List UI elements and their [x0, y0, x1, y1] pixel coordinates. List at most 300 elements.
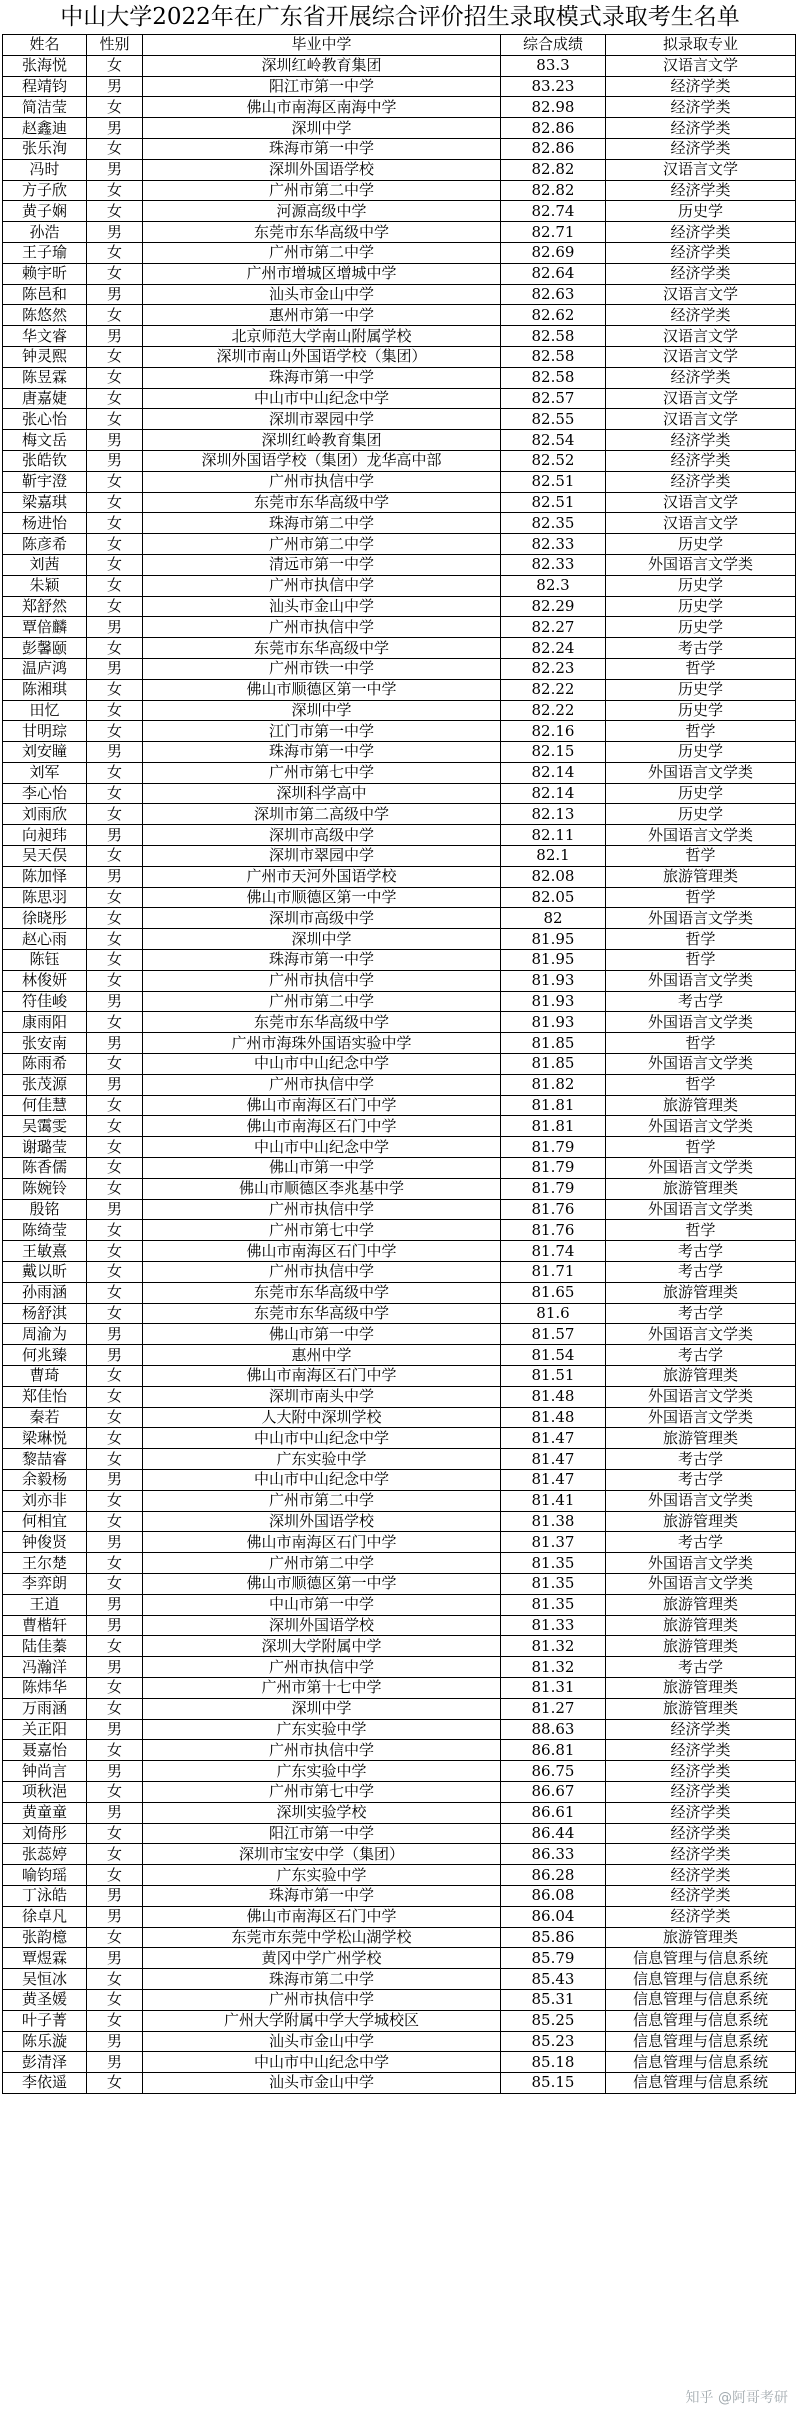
- school-cell: 广州市第二中学: [143, 991, 501, 1012]
- gender-cell: 女: [87, 1116, 143, 1137]
- score-cell: 82.58: [501, 367, 606, 388]
- score-cell: 81.27: [501, 1698, 606, 1719]
- gender-cell: 女: [87, 1262, 143, 1283]
- name-cell: 刘安瞳: [3, 742, 87, 763]
- gender-cell: 女: [87, 1823, 143, 1844]
- table-row: [3, 1220, 796, 1241]
- name-cell: 李心怡: [3, 783, 87, 804]
- score-cell: 82.35: [501, 513, 606, 534]
- table-row: [3, 450, 796, 471]
- school-cell: 广东实验中学: [143, 1719, 501, 1740]
- gender-cell: 女: [87, 804, 143, 825]
- name-cell: 丁泳皓: [3, 1885, 87, 1906]
- major-cell: 经济学类: [606, 97, 796, 118]
- score-cell: 86.61: [501, 1802, 606, 1823]
- major-cell: 外国语言文学类: [606, 1553, 796, 1574]
- table-row: [3, 950, 796, 971]
- name-cell: 谢璐莹: [3, 1137, 87, 1158]
- name-cell: 陈雨希: [3, 1054, 87, 1075]
- gender-cell: 男: [87, 2052, 143, 2073]
- table-row: [3, 1532, 796, 1553]
- school-cell: 中山市第一中学: [143, 1594, 501, 1615]
- name-cell: 方子欣: [3, 180, 87, 201]
- table-row: [3, 1303, 796, 1324]
- table-row: [3, 513, 796, 534]
- score-cell: 82.57: [501, 388, 606, 409]
- score-cell: 82.58: [501, 346, 606, 367]
- school-cell: 广州市执信中学: [143, 1074, 501, 1095]
- school-cell: 汕头市金山中学: [143, 2073, 501, 2094]
- major-cell: 经济学类: [606, 305, 796, 326]
- score-cell: 86.75: [501, 1761, 606, 1782]
- score-cell: 82.62: [501, 305, 606, 326]
- name-cell: 余毅杨: [3, 1469, 87, 1490]
- gender-cell: 男: [87, 658, 143, 679]
- name-cell: 黎喆睿: [3, 1449, 87, 1470]
- major-cell: 外国语言文学类: [606, 1012, 796, 1033]
- header-major: 拟录取专业: [606, 35, 796, 56]
- table-row: [3, 1262, 796, 1283]
- score-cell: 82.54: [501, 430, 606, 451]
- major-cell: 外国语言文学类: [606, 1116, 796, 1137]
- name-cell: 何相宜: [3, 1511, 87, 1532]
- major-cell: 哲学: [606, 929, 796, 950]
- name-cell: 刘倚彤: [3, 1823, 87, 1844]
- gender-cell: 男: [87, 2031, 143, 2052]
- name-cell: 朱颖: [3, 575, 87, 596]
- major-cell: 考古学: [606, 1303, 796, 1324]
- name-cell: 陈湘琪: [3, 679, 87, 700]
- table-row: [3, 1469, 796, 1490]
- major-cell: 旅游管理类: [606, 866, 796, 887]
- gender-cell: 男: [87, 1532, 143, 1553]
- score-cell: 82.1: [501, 846, 606, 867]
- major-cell: 经济学类: [606, 242, 796, 263]
- name-cell: 孙雨涵: [3, 1282, 87, 1303]
- table-row: [3, 1802, 796, 1823]
- score-cell: 82.55: [501, 409, 606, 430]
- score-cell: 86.04: [501, 1906, 606, 1927]
- school-cell: 佛山市顺德区第一中学: [143, 887, 501, 908]
- table-row: [3, 1677, 796, 1698]
- school-cell: 广州市执信中学: [143, 575, 501, 596]
- school-cell: 深圳大学附属中学: [143, 1636, 501, 1657]
- score-cell: 82.13: [501, 804, 606, 825]
- score-cell: 82.51: [501, 471, 606, 492]
- school-cell: 佛山市南海区石门中学: [143, 1906, 501, 1927]
- name-cell: 冯时: [3, 159, 87, 180]
- gender-cell: 女: [87, 929, 143, 950]
- score-cell: 81.48: [501, 1407, 606, 1428]
- score-cell: 81.35: [501, 1573, 606, 1594]
- table-row: [3, 1553, 796, 1574]
- gender-cell: 男: [87, 1324, 143, 1345]
- major-cell: 哲学: [606, 1033, 796, 1054]
- school-cell: 广州市第七中学: [143, 1220, 501, 1241]
- table-row: [3, 180, 796, 201]
- table-row: [3, 492, 796, 513]
- name-cell: 陈乐漩: [3, 2031, 87, 2052]
- gender-cell: 女: [87, 1220, 143, 1241]
- gender-cell: 女: [87, 242, 143, 263]
- major-cell: 旅游管理类: [606, 1636, 796, 1657]
- school-cell: 佛山市顺德区第一中学: [143, 679, 501, 700]
- table-row: [3, 742, 796, 763]
- table-row: [3, 430, 796, 451]
- name-cell: 陆佳蓁: [3, 1636, 87, 1657]
- gender-cell: 男: [87, 1885, 143, 1906]
- school-cell: 佛山市南海区石门中学: [143, 1532, 501, 1553]
- gender-cell: 女: [87, 409, 143, 430]
- school-cell: 中山市中山纪念中学: [143, 1137, 501, 1158]
- school-cell: 江门市第一中学: [143, 721, 501, 742]
- name-cell: 康雨阳: [3, 1012, 87, 1033]
- gender-cell: 女: [87, 1095, 143, 1116]
- major-cell: 历史学: [606, 534, 796, 555]
- gender-cell: 女: [87, 1969, 143, 1990]
- gender-cell: 女: [87, 1636, 143, 1657]
- score-cell: 81.48: [501, 1386, 606, 1407]
- school-cell: 广州市第十七中学: [143, 1677, 501, 1698]
- major-cell: 信息管理与信息系统: [606, 1969, 796, 1990]
- school-cell: 珠海市第二中学: [143, 513, 501, 534]
- table-row: [3, 346, 796, 367]
- gender-cell: 女: [87, 180, 143, 201]
- school-cell: 珠海市第一中学: [143, 742, 501, 763]
- major-cell: 经济学类: [606, 263, 796, 284]
- score-cell: 86.81: [501, 1740, 606, 1761]
- table-row: [3, 1386, 796, 1407]
- school-cell: 东莞市东华高级中学: [143, 492, 501, 513]
- gender-cell: 男: [87, 1615, 143, 1636]
- major-cell: 经济学类: [606, 222, 796, 243]
- table-row: [3, 1449, 796, 1470]
- gender-cell: 女: [87, 346, 143, 367]
- major-cell: 外国语言文学类: [606, 1407, 796, 1428]
- gender-cell: 女: [87, 97, 143, 118]
- gender-cell: 女: [87, 492, 143, 513]
- table-row: [3, 138, 796, 159]
- score-cell: 83.23: [501, 76, 606, 97]
- name-cell: 曹楷轩: [3, 1615, 87, 1636]
- gender-cell: 男: [87, 1199, 143, 1220]
- name-cell: 钟灵熙: [3, 346, 87, 367]
- school-cell: 中山市中山纪念中学: [143, 388, 501, 409]
- gender-cell: 男: [87, 1906, 143, 1927]
- school-cell: 广州市执信中学: [143, 1199, 501, 1220]
- gender-cell: 女: [87, 201, 143, 222]
- major-cell: 哲学: [606, 658, 796, 679]
- school-cell: 深圳红岭教育集团: [143, 55, 501, 76]
- school-cell: 广州市第七中学: [143, 762, 501, 783]
- score-cell: 82.11: [501, 825, 606, 846]
- major-cell: 考古学: [606, 1262, 796, 1283]
- header-name: 姓名: [3, 35, 87, 56]
- school-cell: 惠州市第一中学: [143, 305, 501, 326]
- score-cell: 82: [501, 908, 606, 929]
- major-cell: 外国语言文学类: [606, 1054, 796, 1075]
- table-row: [3, 471, 796, 492]
- table-row: [3, 1573, 796, 1594]
- gender-cell: 男: [87, 76, 143, 97]
- table-row: [3, 1594, 796, 1615]
- score-cell: 81.82: [501, 1074, 606, 1095]
- school-cell: 广州市第二中学: [143, 242, 501, 263]
- name-cell: 靳宇澄: [3, 471, 87, 492]
- major-cell: 经济学类: [606, 450, 796, 471]
- school-cell: 东莞市东华高级中学: [143, 1282, 501, 1303]
- gender-cell: 女: [87, 1282, 143, 1303]
- gender-cell: 女: [87, 575, 143, 596]
- score-cell: 82.64: [501, 263, 606, 284]
- gender-cell: 男: [87, 430, 143, 451]
- name-cell: 张心怡: [3, 409, 87, 430]
- score-cell: 82.24: [501, 638, 606, 659]
- score-cell: 81.79: [501, 1137, 606, 1158]
- score-cell: 81.95: [501, 929, 606, 950]
- gender-cell: 女: [87, 1553, 143, 1574]
- name-cell: 张安南: [3, 1033, 87, 1054]
- gender-cell: 女: [87, 263, 143, 284]
- score-cell: 81.76: [501, 1220, 606, 1241]
- table-row: [3, 970, 796, 991]
- major-cell: 信息管理与信息系统: [606, 2010, 796, 2031]
- school-cell: 东莞市东华高级中学: [143, 222, 501, 243]
- major-cell: 汉语言文学: [606, 346, 796, 367]
- table-row: [3, 908, 796, 929]
- name-cell: 王逍: [3, 1594, 87, 1615]
- name-cell: 赵心雨: [3, 929, 87, 950]
- major-cell: 经济学类: [606, 1823, 796, 1844]
- name-cell: 周渝为: [3, 1324, 87, 1345]
- school-cell: 广州市铁一中学: [143, 658, 501, 679]
- school-cell: 黄冈中学广州学校: [143, 1948, 501, 1969]
- name-cell: 覃煜霖: [3, 1948, 87, 1969]
- gender-cell: 女: [87, 2073, 143, 2094]
- gender-cell: 女: [87, 1407, 143, 1428]
- school-cell: 深圳市南头中学: [143, 1386, 501, 1407]
- school-cell: 广东实验中学: [143, 1865, 501, 1886]
- school-cell: 深圳市高级中学: [143, 908, 501, 929]
- name-cell: 王敏熹: [3, 1241, 87, 1262]
- score-cell: 81.57: [501, 1324, 606, 1345]
- major-cell: 考古学: [606, 991, 796, 1012]
- name-cell: 王子瑜: [3, 242, 87, 263]
- table-row: [3, 721, 796, 742]
- major-cell: 旅游管理类: [606, 1511, 796, 1532]
- name-cell: 陈钰: [3, 950, 87, 971]
- gender-cell: 女: [87, 596, 143, 617]
- major-cell: 旅游管理类: [606, 1677, 796, 1698]
- gender-cell: 男: [87, 991, 143, 1012]
- school-cell: 广东实验中学: [143, 1761, 501, 1782]
- name-cell: 梁嘉琪: [3, 492, 87, 513]
- name-cell: 张蕊婷: [3, 1844, 87, 1865]
- major-cell: 经济学类: [606, 1865, 796, 1886]
- score-cell: 85.25: [501, 2010, 606, 2031]
- table-row: [3, 1490, 796, 1511]
- gender-cell: 男: [87, 118, 143, 139]
- gender-cell: 女: [87, 1158, 143, 1179]
- gender-cell: 女: [87, 388, 143, 409]
- school-cell: 佛山市第一中学: [143, 1324, 501, 1345]
- name-cell: 陈彦希: [3, 534, 87, 555]
- name-cell: 杨进怡: [3, 513, 87, 534]
- table-row: [3, 929, 796, 950]
- score-cell: 82.82: [501, 180, 606, 201]
- major-cell: 哲学: [606, 846, 796, 867]
- gender-cell: 女: [87, 846, 143, 867]
- school-cell: 广州市第二中学: [143, 534, 501, 555]
- gender-cell: 女: [87, 55, 143, 76]
- school-cell: 中山市中山纪念中学: [143, 1054, 501, 1075]
- table-row: [3, 242, 796, 263]
- major-cell: 经济学类: [606, 1719, 796, 1740]
- table-row: [3, 658, 796, 679]
- name-cell: 张茂源: [3, 1074, 87, 1095]
- name-cell: 徐晓彤: [3, 908, 87, 929]
- table-row: [3, 1969, 796, 1990]
- table-row: [3, 700, 796, 721]
- header-school: 毕业中学: [143, 35, 501, 56]
- name-cell: 华文睿: [3, 326, 87, 347]
- school-cell: 广州市增城区增城中学: [143, 263, 501, 284]
- score-cell: 86.67: [501, 1781, 606, 1802]
- gender-cell: 女: [87, 305, 143, 326]
- name-cell: 符佳峻: [3, 991, 87, 1012]
- table-row: [3, 638, 796, 659]
- school-cell: 汕头市金山中学: [143, 596, 501, 617]
- school-cell: 河源高级中学: [143, 201, 501, 222]
- gender-cell: 男: [87, 1802, 143, 1823]
- table-row: [3, 2031, 796, 2052]
- gender-cell: 女: [87, 908, 143, 929]
- name-cell: 陈绮莹: [3, 1220, 87, 1241]
- score-cell: 81.81: [501, 1116, 606, 1137]
- score-cell: 86.08: [501, 1885, 606, 1906]
- name-cell: 赵鑫迪: [3, 118, 87, 139]
- name-cell: 张韵檍: [3, 1927, 87, 1948]
- table-row: [3, 575, 796, 596]
- name-cell: 覃倍麟: [3, 617, 87, 638]
- score-cell: 85.86: [501, 1927, 606, 1948]
- table-row: [3, 617, 796, 638]
- score-cell: 82.27: [501, 617, 606, 638]
- school-cell: 广州市执信中学: [143, 1657, 501, 1678]
- major-cell: 历史学: [606, 804, 796, 825]
- gender-cell: 女: [87, 1740, 143, 1761]
- score-cell: 85.43: [501, 1969, 606, 1990]
- major-cell: 经济学类: [606, 1802, 796, 1823]
- gender-cell: 女: [87, 513, 143, 534]
- name-cell: 戴以昕: [3, 1262, 87, 1283]
- school-cell: 深圳市南山外国语学校（集团）: [143, 346, 501, 367]
- score-cell: 81.47: [501, 1449, 606, 1470]
- gender-cell: 女: [87, 138, 143, 159]
- name-cell: 刘军: [3, 762, 87, 783]
- score-cell: 81.93: [501, 1012, 606, 1033]
- major-cell: 经济学类: [606, 1740, 796, 1761]
- school-cell: 广州市执信中学: [143, 970, 501, 991]
- score-cell: 82.33: [501, 534, 606, 555]
- gender-cell: 男: [87, 326, 143, 347]
- school-cell: 深圳中学: [143, 929, 501, 950]
- school-cell: 清远市第一中学: [143, 554, 501, 575]
- table-row: [3, 2010, 796, 2031]
- school-cell: 珠海市第一中学: [143, 138, 501, 159]
- gender-cell: 女: [87, 1844, 143, 1865]
- table-row: [3, 1657, 796, 1678]
- major-cell: 外国语言文学类: [606, 554, 796, 575]
- major-cell: 哲学: [606, 1074, 796, 1095]
- school-cell: 广州市执信中学: [143, 1262, 501, 1283]
- major-cell: 考古学: [606, 1241, 796, 1262]
- name-cell: 吴天俣: [3, 846, 87, 867]
- score-cell: 81.38: [501, 1511, 606, 1532]
- score-cell: 82.14: [501, 762, 606, 783]
- school-cell: 深圳红岭教育集团: [143, 430, 501, 451]
- gender-cell: 男: [87, 1033, 143, 1054]
- name-cell: 唐嘉婕: [3, 388, 87, 409]
- score-cell: 85.31: [501, 1989, 606, 2010]
- score-cell: 81.79: [501, 1158, 606, 1179]
- score-cell: 85.23: [501, 2031, 606, 2052]
- gender-cell: 女: [87, 1511, 143, 1532]
- name-cell: 陈邑和: [3, 284, 87, 305]
- name-cell: 曹琦: [3, 1366, 87, 1387]
- name-cell: 刘茜: [3, 554, 87, 575]
- table-row: [3, 1844, 796, 1865]
- major-cell: 经济学类: [606, 1761, 796, 1782]
- name-cell: 吴恒冰: [3, 1969, 87, 1990]
- gender-cell: 女: [87, 950, 143, 971]
- major-cell: 哲学: [606, 1137, 796, 1158]
- school-cell: 广州市执信中学: [143, 471, 501, 492]
- header-score: 综合成绩: [501, 35, 606, 56]
- major-cell: 汉语言文学: [606, 159, 796, 180]
- score-cell: 81.31: [501, 1677, 606, 1698]
- score-cell: 82.22: [501, 679, 606, 700]
- table-row: [3, 1158, 796, 1179]
- school-cell: 中山市中山纪念中学: [143, 2052, 501, 2073]
- name-cell: 陈加怿: [3, 866, 87, 887]
- school-cell: 深圳中学: [143, 1698, 501, 1719]
- major-cell: 历史学: [606, 201, 796, 222]
- table-row: [3, 1636, 796, 1657]
- school-cell: 东莞市东华高级中学: [143, 638, 501, 659]
- score-cell: 85.79: [501, 1948, 606, 1969]
- major-cell: 历史学: [606, 679, 796, 700]
- score-cell: 82.52: [501, 450, 606, 471]
- gender-cell: 男: [87, 825, 143, 846]
- admission-table: [2, 34, 796, 2094]
- table-row: [3, 1074, 796, 1095]
- major-cell: 经济学类: [606, 471, 796, 492]
- gender-cell: 男: [87, 1345, 143, 1366]
- gender-cell: 女: [87, 1698, 143, 1719]
- major-cell: 外国语言文学类: [606, 1573, 796, 1594]
- score-cell: 82.86: [501, 138, 606, 159]
- score-cell: 82.51: [501, 492, 606, 513]
- table-row: [3, 263, 796, 284]
- name-cell: 万雨涵: [3, 1698, 87, 1719]
- gender-cell: 女: [87, 1865, 143, 1886]
- table-row: [3, 1137, 796, 1158]
- major-cell: 历史学: [606, 742, 796, 763]
- major-cell: 旅游管理类: [606, 1095, 796, 1116]
- table-row: [3, 1324, 796, 1345]
- table-body: [3, 55, 796, 2093]
